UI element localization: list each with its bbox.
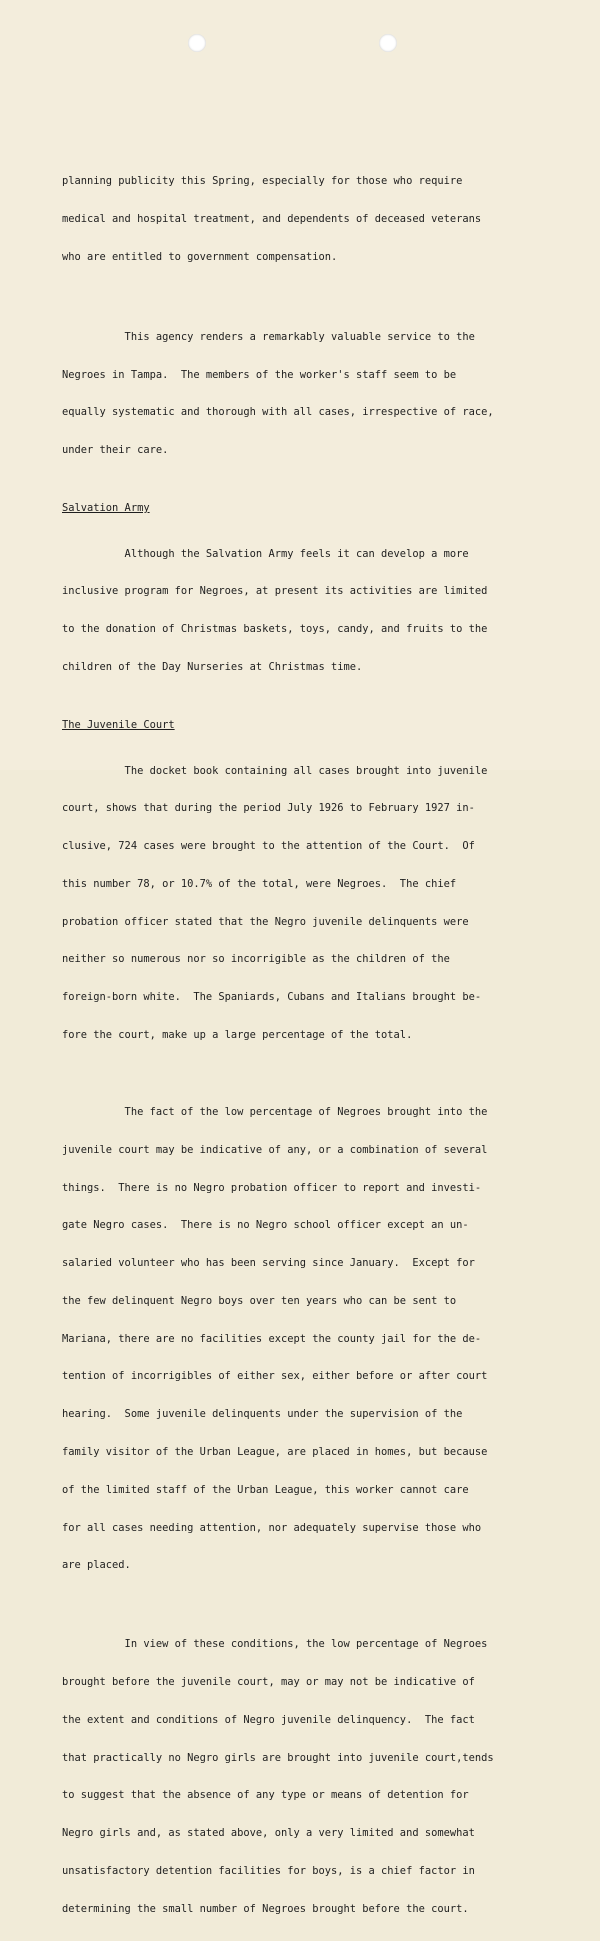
- text-line: Although the Salvation Army feels it can develop a more: [62, 547, 469, 560]
- text-line: foreign-born white. The Spaniards, Cubans and Italians brought be-: [62, 991, 482, 1004]
- text-line: to suggest that the absence of any type or means of detention for: [62, 1789, 469, 1802]
- text-line: are placed.: [62, 1559, 131, 1572]
- text-line: probation officer stated that the Negro juvenile delinquents were: [62, 915, 469, 928]
- text-line: under their care.: [62, 444, 169, 457]
- text-line: Negro girls and, as stated above, only a very limited and somewhat: [62, 1827, 475, 1840]
- text-line: to the donation of Christmas baskets, toys, candy, and fruits to the: [62, 623, 488, 636]
- paragraph: [62, 522, 534, 698]
- text-line: neither so numerous nor so incorrigible as the children of the: [62, 953, 450, 966]
- text-line: determining the small number of Negroes brought before the court.: [62, 1902, 469, 1915]
- text-line: salaried volunteer who has been serving since January. Except for: [62, 1257, 475, 1270]
- text-line: fore the court, make up a large percentage of the total.: [62, 1029, 413, 1041]
- paragraph: [62, 1081, 534, 1597]
- text-line: inclusive program for Negroes, at present its activities are limited: [62, 585, 488, 598]
- text-line: who are entitled to government compensation.: [62, 250, 338, 263]
- text-line: The docket book containing all cases brought into juvenile: [62, 764, 488, 777]
- text-line: juvenile court may be indicative of any, or a combination of several: [62, 1143, 488, 1156]
- punch-hole-right: [379, 34, 397, 52]
- text-line: the few delinquent Negro boys over ten years who can be sent to: [62, 1294, 457, 1307]
- text-line: for all cases needing attention, nor adequately supervise those who: [62, 1521, 482, 1534]
- text-line: Negroes in Tampa. The members of the worker's staff seem to be: [62, 368, 457, 381]
- punch-hole-left: [188, 34, 206, 52]
- text-line: The fact of the low percentage of Negroes brought into the: [62, 1105, 488, 1118]
- document-body: [62, 150, 534, 1941]
- text-line: clusive, 724 cases were brought to the attention of the Court. Of: [62, 840, 475, 853]
- text-line: court, shows that during the period July 1926 to February 1927 in-: [62, 802, 475, 815]
- text-line: hearing. Some juvenile delinquents under the supervision of the: [62, 1408, 463, 1421]
- section-heading-salvation-army: Salvation Army: [62, 501, 150, 514]
- text-line: children of the Day Nurseries at Christmas time.: [62, 660, 363, 673]
- text-line: tention of incorrigibles of either sex, either before or after court: [62, 1370, 488, 1383]
- paragraph: [62, 306, 534, 482]
- paragraph: [62, 739, 534, 1066]
- section-heading-juvenile-court: The Juvenile Court: [62, 718, 175, 731]
- text-line: brought before the juvenile court, may or may not be indicative of: [62, 1676, 475, 1689]
- text-line: things. There is no Negro probation officer to report and investi-: [62, 1181, 482, 1194]
- text-line: this number 78, or 10.7% of the total, were Negroes. The chief: [62, 877, 457, 890]
- text-line: In view of these conditions, the low percentage of Negroes: [62, 1638, 488, 1651]
- text-line: gate Negro cases. There is no Negro school officer except an un-: [62, 1219, 469, 1232]
- paragraph: [62, 150, 534, 289]
- text-line: family visitor of the Urban League, are placed in homes, but because: [62, 1446, 488, 1458]
- text-line: equally systematic and thorough with all cases, irrespective of race,: [62, 406, 494, 419]
- text-line: medical and hospital treatment, and dependents of deceased veterans: [62, 212, 482, 225]
- text-line: planning publicity this Spring, especially for those who require: [62, 175, 463, 188]
- text-line: Mariana, there are no facilities except the county jail for the de-: [62, 1332, 482, 1345]
- text-line: of the limited staff of the Urban League, this worker cannot care: [62, 1483, 469, 1496]
- text-line: This agency renders a remarkably valuable service to the: [62, 330, 475, 343]
- text-line: that practically no Negro girls are brought into juvenile court,tends: [62, 1751, 494, 1764]
- paragraph: [62, 1613, 534, 1940]
- text-line: the extent and conditions of Negro juvenile delinquency. The fact: [62, 1713, 475, 1726]
- text-line: unsatisfactory detention facilities for boys, is a chief factor in: [62, 1865, 475, 1877]
